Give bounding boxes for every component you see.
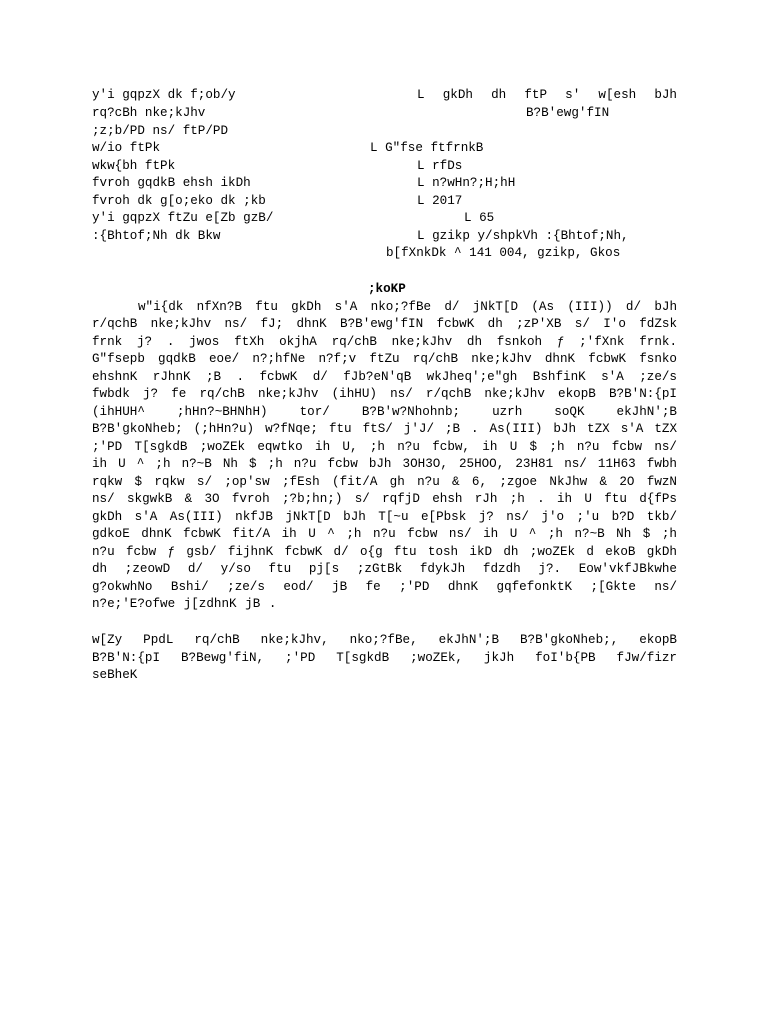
header-right-line: L rfDs: [417, 159, 463, 173]
header-right-line: L 65: [464, 211, 495, 225]
keywords-line: w[Zy PpdL rq/chB nke;kJhv, nko;?fBe, ekJhN';B B?B'gkoNheb;, ekopB: [92, 633, 677, 647]
section-title: ;koKP: [368, 282, 406, 296]
header-left-line: fvroh dk g[o;eko dk ;kb: [92, 194, 266, 208]
header-left-line: y'i gqpzX ftZu e[Zb gzB/: [92, 211, 274, 225]
header-right-line: L n?wHn?;H;hH: [417, 176, 516, 190]
abstract-line: fwbdk j? fe rq/chB nke;kJhv (ihHU) ns/ r/qchB nke;kJhv ekopB B?B'N:{pI: [92, 387, 677, 401]
header-right-line: L gkDh dh ftP s' w[esh bJh: [417, 88, 677, 102]
abstract-line: ih U ^ ;h n?~B Nh $ ;h n?u fcbw bJh 3OH3O, 25HOO, 23H81 ns/ 11H63 fwbh: [92, 457, 677, 471]
header-left-line: wkw{bh ftPk: [92, 159, 176, 173]
abstract-line: rqkw $ rqkw s/ ;op'sw ;fEsh (fit/A gh n?u & 6, ;zgoe NkJhw & 2O fwzN: [92, 475, 677, 489]
header-left-line: y'i gqpzX dk f;ob/y: [92, 88, 236, 102]
abstract-line: gdkoE dhnK fcbwK fit/A ih U ^ ;h n?u fcbw ns/ ih U ^ ;h n?~B Nh $ ;h: [92, 527, 677, 541]
abstract-line: ehshnK rJhnK ;B . fcbwK d/ fJb?eN'qB wkJheq';e"gh BshfinK s'A ;ze/s: [92, 370, 677, 384]
abstract-line: ns/ skgwkB & 3O fvroh ;?b;hn;) s/ rqfjD ehsh rJh ;h . ih U ftu d{fPs: [92, 492, 677, 506]
abstract-line: n?u fcbw ƒ gsb/ fijhnK fcbwK d/ o{g ftu tosh ikD dh ;woZEk d ekoB gkDh: [92, 545, 677, 559]
abstract-line: g?okwhNo Bshi/ ;ze/s eod/ jB fe ;'PD dhnK gqfefonktK ;[Gkte ns/: [92, 580, 677, 594]
header-left-line: rq?cBh nke;kJhv: [92, 106, 206, 120]
abstract-line: n?e;'E?ofwe j[zdhnK jB .: [92, 597, 277, 611]
header-left-line: w/io ftPk: [92, 141, 161, 155]
header-right-line: B?B'ewg'fIN: [526, 106, 610, 120]
header-left-line: fvroh gqdkB ehsh ikDh: [92, 176, 251, 190]
keywords-line: seBheK: [92, 668, 138, 682]
header-left-line: ;z;b/PD ns/ ftP/PD: [92, 124, 229, 138]
abstract-line: B?B'gkoNheb; (;hHn?u) w?fNqe; ftu ftS/ j'J/ ;B . As(III) bJh tZX s'A tZX: [92, 422, 677, 436]
keywords-line: B?B'N:{pI B?Bewg'fiN, ;'PD T[sgkdB ;woZEk, jkJh foI'b{PB fJw/fizr: [92, 651, 677, 665]
header-right-line: L gzikp y/shpkVh :{Bhtof;Nh,: [417, 229, 629, 243]
abstract-line: r/qchB nke;kJhv ns/ fJ; dhnK B?B'ewg'fIN fcbwK dh ;zP'XB s/ I'o fdZsk: [92, 317, 677, 331]
header-left-line: :{Bhtof;Nh dk Bkw: [92, 229, 221, 243]
abstract-line: w"i{dk nfXn?B ftu gkDh s'A nko;?fBe d/ jNkT[D (As (III)) d/ bJh: [138, 300, 677, 314]
abstract-line: gkDh s'A As(III) nkfJB jNkT[D bJh T[~u e[Pbsk j? ns/ j'o ;'u b?D tkb/: [92, 510, 677, 524]
header-right-line: L G"fse ftfrnkB: [370, 141, 484, 155]
abstract-line: (ihHUH^ ;hHn?~BHNhH) tor/ B?B'w?Nhohnb; uzrh soQK ekJhN';B: [92, 405, 677, 419]
abstract-line: ;'PD T[sgkdB ;woZEk eqwtko ih U, ;h n?u fcbw, ih U $ ;h n?u fcbw ns/: [92, 440, 677, 454]
abstract-line: G"fsepb gqdkB eoe/ n?;hfNe n?f;v ftZu rq/chB nke;kJhv dhnK fcbwK fsnko: [92, 352, 677, 366]
abstract-line: frnk j? . jwos ftXh okjhA rq/chB nke;kJhv dh fsnkoh ƒ ;'fXnk frnk.: [92, 335, 677, 349]
abstract-line: dh ;zeowD d/ y/so ftu pj[s ;zGtBk fdykJh fdzdh j?. Eow'vkfJBkwhe: [92, 562, 677, 576]
header-right-line: b[fXnkDk ^ 141 004, gzikp, Gkos: [386, 246, 621, 260]
header-right-line: L 2017: [417, 194, 463, 208]
